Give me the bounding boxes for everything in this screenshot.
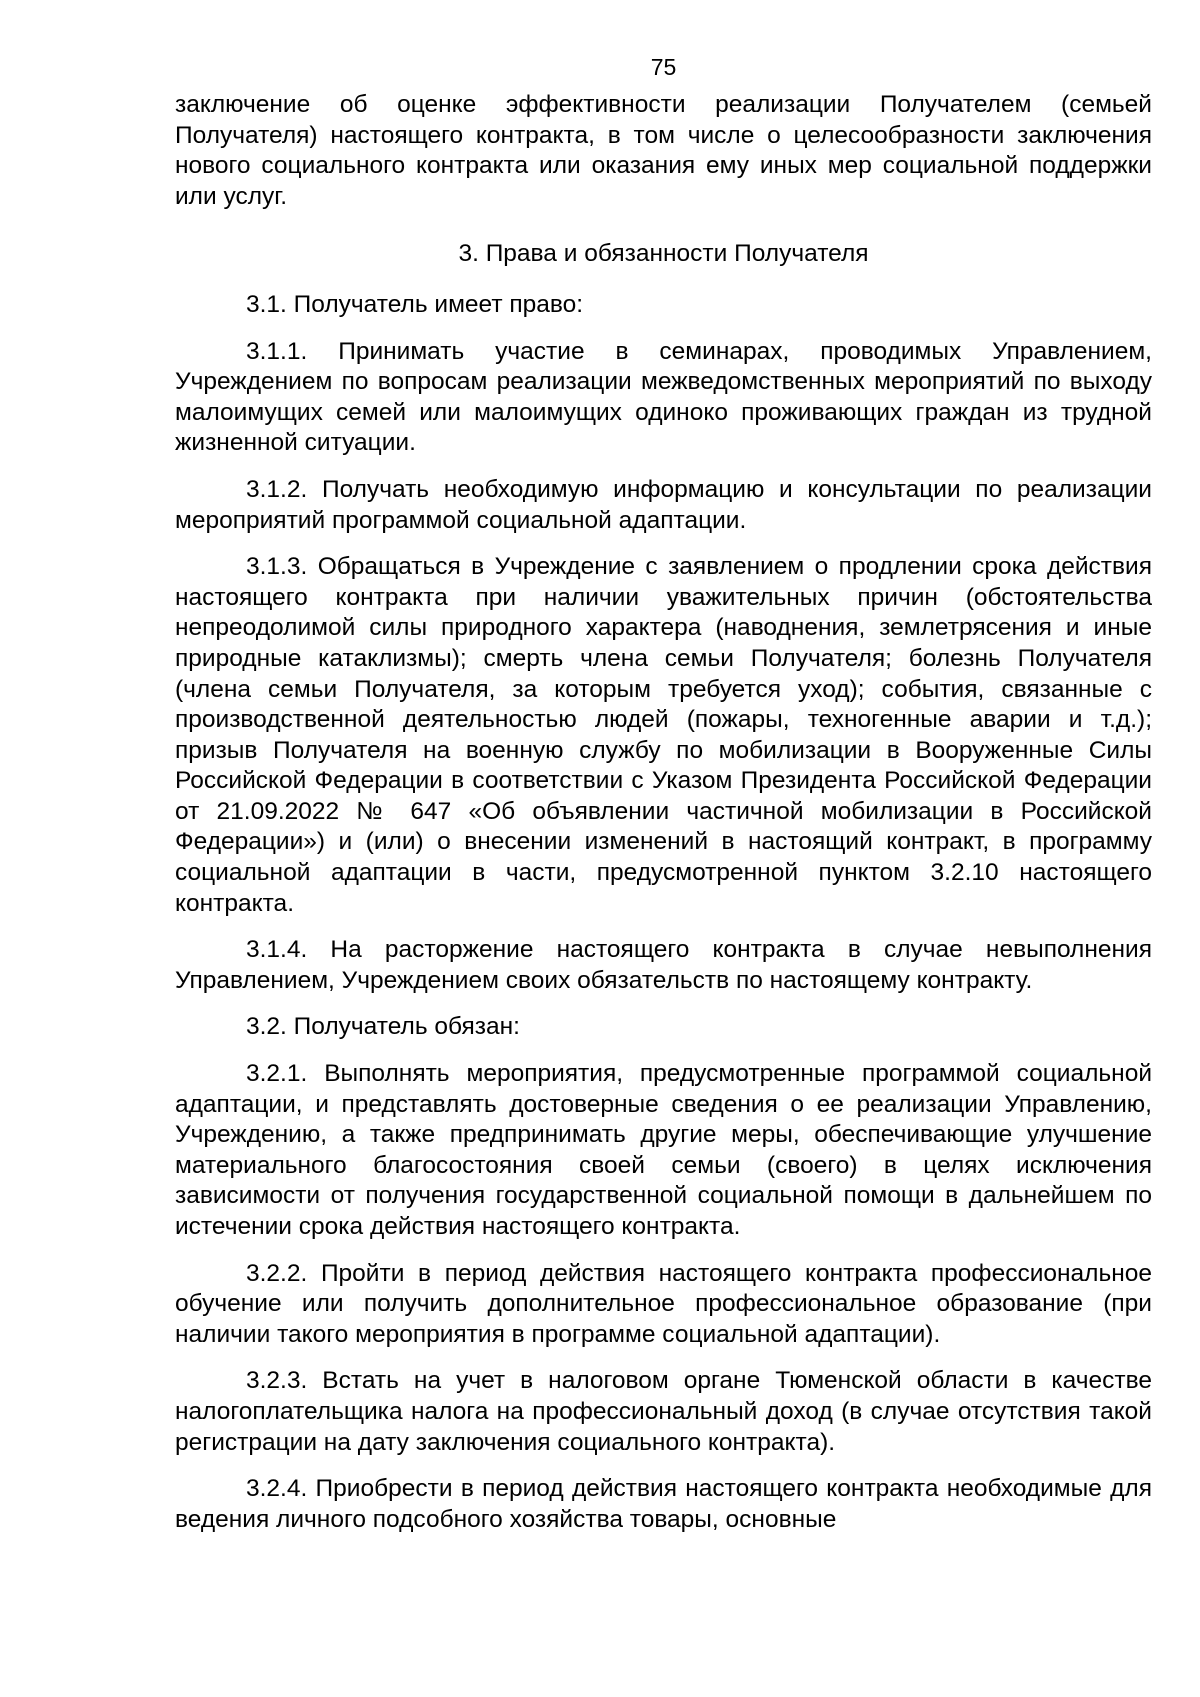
paragraph-3-1-3: 3.1.3. Обращаться в Учреждение с заявлением о продлении срока действия настоящего контракта при наличии уважительных причин (обстоятельства непреодолимой силы природного характера (наводнения, землетрясения и иные природные катаклизмы); смерть члена семьи Получателя; болезнь Получателя (члена семьи Получателя, за которым требуется уход); события, связанные с производственной деятельностью людей (пожары, техногенные аварии и т.д.); призыв Получателя на военную службу по мобилизации в Вооруженные Силы Российской Федерации в соответствии с Указом Президента Российской Федерации от 21.09.2022 № 647 «Об объявлении частичной мобилизации в Российской Федерации») и (или) о внесении изменений в настоящий контракт, в программу социальной адаптации в части, предусмотренной пунктом 3.2.10 настоящего контракта.	[175, 553, 1152, 917]
document-page	[175, 52, 1152, 1535]
paragraph-3-1: 3.1. Получатель имеет право:	[246, 290, 584, 318]
paragraph-3-1-2: 3.1.2. Получать необходимую информацию и консультации по реализации мероприятий программой социальной адаптации.	[175, 475, 1152, 534]
paragraph-3-2: 3.2. Получатель обязан:	[246, 1013, 520, 1041]
paragraph-3-2-4: 3.2.4. Приобрести в период действия настоящего контракта необходимые для ведения личного подсобного хозяйства товары, основные	[175, 1475, 1152, 1533]
paragraph-3-1-1: 3.1.1. Принимать участие в семинарах, проводимых Управлением, Учреждением по вопросам реализации межведомственных мероприятий по выходу малоимущих семей или малоимущих одиноко проживающих граждан из трудной жизненной ситуации.	[175, 337, 1152, 457]
paragraph-3-2-2: 3.2.2. Пройти в период действия настоящего контракта профессиональное обучение или получить дополнительное профессиональное образование (при наличии такого мероприятия в программе социальной адаптации).	[175, 1259, 1152, 1348]
paragraph-3-2-3: 3.2.3. Встать на учет в налоговом органе Тюменской области в качестве налогоплательщика налога на профессиональный доход (в случае отсутствия такой регистрации на дату заключения социального контракта).	[175, 1367, 1152, 1456]
section-heading: 3. Права и обязанности Получателя	[458, 240, 869, 268]
paragraph-3-2-1: 3.2.1. Выполнять мероприятия, предусмотренные программой социальной адаптации, и представлять достоверные сведения о ее реализации Управлению, Учреждению, а также предпринимать другие меры, обеспечивающие улучшение материального благосостояния своей семьи (своего) в целях исключения зависимости от получения государственной социальной помощи в дальнейшем по истечении срока действия настоящего контракта.	[175, 1060, 1152, 1240]
paragraph-intro: заключение об оценке эффективности реализации Получателем (семьей Получателя) настоящего контракта, в том числе о целесообразности заключения нового социального контракта или оказания ему иных мер социальной поддержки или услуг.	[175, 91, 1152, 210]
paragraph-3-1-4: 3.1.4. На расторжение настоящего контракта в случае невыполнения Управлением, Учреждением своих обязательств по настоящему контракту.	[175, 936, 1152, 994]
page-number: 75	[650, 54, 677, 80]
